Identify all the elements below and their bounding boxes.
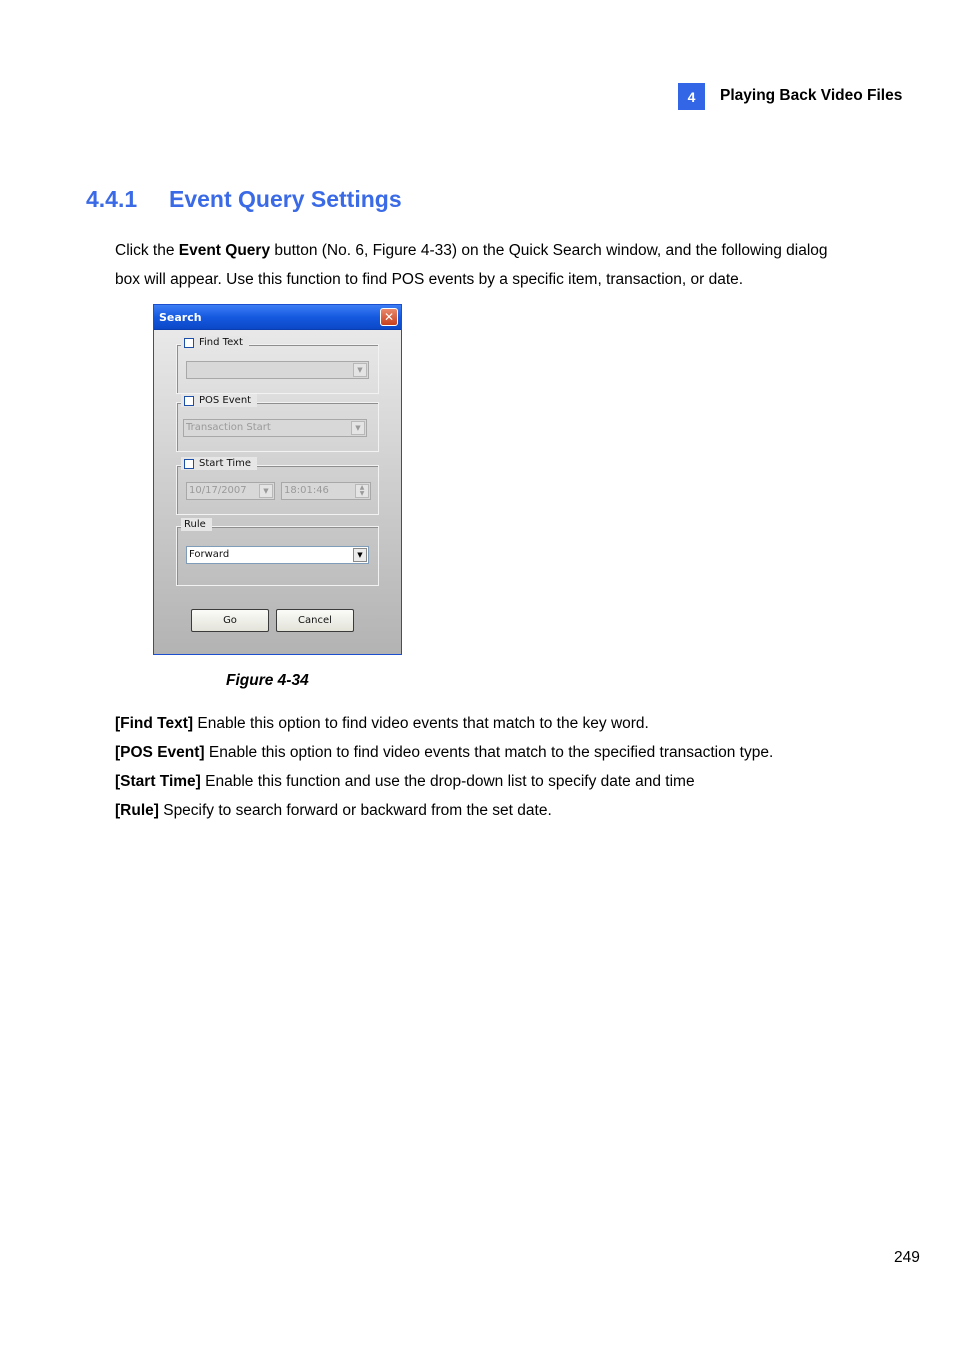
description-start-time — [115, 773, 695, 791]
description-rule — [115, 802, 552, 820]
start-time-value: 18:01:46 — [284, 485, 329, 496]
find-text-checkbox[interactable] — [184, 338, 194, 348]
description-text: Enable this option to find video events that match to the key word. — [193, 715, 649, 732]
find-text-combo[interactable] — [186, 361, 369, 379]
start-time-label: Start Time — [199, 458, 252, 469]
find-text-label: Find Text — [199, 337, 243, 348]
rule-group — [176, 519, 379, 586]
search-dialog — [153, 304, 402, 655]
chevron-down-icon[interactable]: ▼ — [351, 421, 365, 435]
dialog-title: Search — [159, 311, 202, 324]
description-text: Enable this option to find video events that match to the specified transaction type. — [204, 744, 774, 761]
dialog-body — [157, 330, 398, 651]
intro-prefix: Click the — [115, 242, 179, 259]
rule-value: Forward — [189, 549, 230, 560]
start-date-picker[interactable] — [186, 482, 275, 500]
description-term: [Find Text] — [115, 715, 194, 732]
description-term: [Start Time] — [115, 773, 201, 790]
pos-event-label: POS Event — [199, 395, 252, 406]
figure-caption: Figure 4-34 — [226, 672, 309, 689]
rule-legend — [181, 518, 212, 531]
description-term: [Rule] — [115, 802, 159, 819]
rule-label: Rule — [184, 519, 206, 530]
intro-paragraph — [115, 236, 835, 294]
pos-event-combo[interactable] — [183, 419, 367, 437]
go-button[interactable]: Go — [191, 609, 269, 632]
section-title: Event Query Settings — [169, 186, 402, 212]
description-term: [POS Event] — [115, 744, 205, 761]
pos-event-checkbox[interactable] — [184, 396, 194, 406]
start-time-toggle[interactable] — [181, 457, 257, 470]
description-find-text — [115, 715, 649, 733]
section-number: 4.4.1 — [86, 186, 138, 212]
close-button[interactable] — [380, 308, 398, 326]
spin-arrows-icon[interactable]: ▲ ▼ — [355, 484, 369, 498]
pos-event-toggle[interactable] — [181, 394, 257, 407]
description-text: Specify to search forward or backward from the set date. — [158, 802, 552, 819]
start-time-checkbox[interactable] — [184, 459, 194, 469]
start-time-spinner[interactable] — [281, 482, 371, 500]
dialog-titlebar[interactable] — [154, 305, 401, 330]
cancel-button[interactable]: Cancel — [276, 609, 354, 632]
rule-combo[interactable] — [186, 546, 369, 564]
page-number: 249 — [894, 1249, 920, 1266]
chevron-down-icon[interactable]: ▼ — [353, 363, 367, 377]
intro-bold: Event Query — [178, 242, 271, 259]
description-text: Enable this function and use the drop-down list to specify date and time — [200, 773, 695, 790]
start-date-value: 10/17/2007 — [189, 485, 247, 496]
chevron-down-icon[interactable]: ▼ — [353, 548, 367, 562]
close-icon: ✕ — [383, 310, 395, 324]
start-time-group — [176, 458, 379, 515]
chapter-number-badge: 4 — [678, 83, 705, 110]
description-pos-event — [115, 744, 773, 762]
pos-event-value: Transaction Start — [186, 422, 271, 433]
chapter-title: Playing Back Video Files — [720, 87, 903, 104]
intro-suffix: button (No. 6, Figure 4-33) on the Quick Search window, and the following dialog box will appear. Use this function to find POS events by a specific item, transaction, or date. — [115, 242, 828, 288]
find-text-group — [176, 337, 379, 394]
find-text-toggle[interactable] — [181, 336, 249, 349]
pos-event-group — [176, 395, 379, 452]
chevron-down-icon[interactable]: ▼ — [259, 484, 273, 498]
section-heading — [86, 186, 402, 213]
